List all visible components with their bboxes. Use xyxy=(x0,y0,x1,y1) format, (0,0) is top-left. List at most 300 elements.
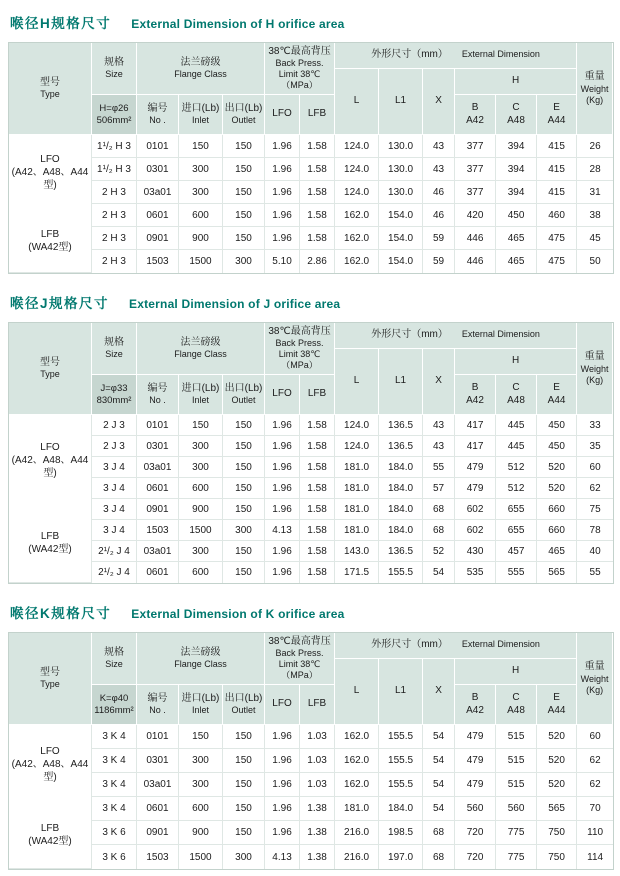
cell-lfb: 1.58 xyxy=(300,478,335,499)
cell-e: 460 xyxy=(537,204,577,227)
col-header-lfo: LFO xyxy=(265,95,300,135)
cell-outlet: 150 xyxy=(223,562,265,583)
cell-lfo: 1.96 xyxy=(265,773,300,797)
b-sub: A42 xyxy=(466,394,484,406)
cell-lfb: 1.03 xyxy=(300,773,335,797)
cell-inlet: 300 xyxy=(179,749,223,773)
cell-weight: 62 xyxy=(577,478,613,499)
cell-no: 03a01 xyxy=(137,541,179,562)
weight-zh: 重量 xyxy=(584,661,605,672)
cell-x: 59 xyxy=(423,250,455,273)
cell-outlet: 300 xyxy=(223,250,265,273)
cell-inlet: 1500 xyxy=(179,250,223,273)
cell-no: 0101 xyxy=(137,135,179,158)
col-header-lfo: LFO xyxy=(265,685,300,725)
type-group-sub: (WA42型) xyxy=(28,544,72,556)
cell-b: 377 xyxy=(455,135,496,158)
cell-lfb: 1.58 xyxy=(300,181,335,204)
cell-x: 68 xyxy=(423,821,455,845)
outlet-zh: 出口(Lb) xyxy=(224,102,263,114)
cell-inlet: 600 xyxy=(179,562,223,583)
cell-c: 515 xyxy=(496,749,537,773)
cell-lfo: 5.10 xyxy=(265,250,300,273)
section-title xyxy=(10,597,612,625)
table-row xyxy=(9,520,613,541)
type-group-label: LFB xyxy=(40,823,60,835)
cell-x: 68 xyxy=(423,845,455,869)
cell-c: 450 xyxy=(496,204,537,227)
section-title xyxy=(10,287,612,315)
table-row xyxy=(9,541,613,562)
cell-weight: 45 xyxy=(577,227,613,250)
type-group-lfo xyxy=(9,153,91,192)
cell-spec: 2 H 3 xyxy=(92,204,137,227)
weight-unit: (Kg) xyxy=(586,684,604,695)
cell-no: 03a01 xyxy=(137,773,179,797)
section-k-orifice xyxy=(8,597,612,870)
cell-weight: 55 xyxy=(577,562,613,583)
cell-outlet: 150 xyxy=(223,158,265,181)
e-sub: A44 xyxy=(547,114,566,126)
cell-spec: 1¹/₂ H 3 xyxy=(92,135,137,158)
cell-spec: 2 H 3 xyxy=(92,181,137,204)
col-header-lfo: LFO xyxy=(265,375,300,415)
cell-weight: 110 xyxy=(577,821,613,845)
cell-e: 415 xyxy=(537,158,577,181)
e-label: E xyxy=(553,382,560,393)
col-header-size-en: Size xyxy=(105,659,123,670)
extdim-zh: 外形尺寸（mm） xyxy=(371,49,448,61)
section-title-zh: 喉径J规格尺寸 xyxy=(10,296,110,311)
cell-lfo: 1.96 xyxy=(265,204,300,227)
cell-e: 750 xyxy=(537,821,577,845)
size-value-line1: J=φ33 xyxy=(100,382,128,394)
c-label: C xyxy=(512,692,520,703)
cell-l1: 198.5 xyxy=(379,821,423,845)
col-header-flange-zh: 法兰磅级 xyxy=(180,56,221,68)
cell-l1: 155.5 xyxy=(379,725,423,749)
c-label: C xyxy=(512,382,520,393)
inlet-zh: 进口(Lb) xyxy=(181,382,220,394)
cell-outlet: 150 xyxy=(223,821,265,845)
cell-weight: 50 xyxy=(577,250,613,273)
col-header-h-group: H xyxy=(455,69,577,95)
extdim-zh: 外形尺寸（mm） xyxy=(371,639,448,651)
cell-lfb: 1.58 xyxy=(300,499,335,520)
table-row xyxy=(9,204,613,227)
cell-lfb: 1.58 xyxy=(300,227,335,250)
cell-c: 465 xyxy=(496,227,537,250)
cell-lfo: 1.96 xyxy=(265,158,300,181)
cell-l1: 154.0 xyxy=(379,250,423,273)
cell-inlet: 300 xyxy=(179,457,223,478)
cell-spec: 2 H 3 xyxy=(92,250,137,273)
col-header-flange-zh: 法兰磅级 xyxy=(180,336,221,348)
b-label: B xyxy=(471,102,479,113)
cell-lfo: 1.96 xyxy=(265,181,300,204)
col-header-type-en: Type xyxy=(40,369,60,380)
type-groups xyxy=(9,726,91,868)
col-header-size-zh: 规格 xyxy=(104,56,124,68)
cell-l: 143.0 xyxy=(335,541,379,562)
section-title-en: External Dimension of K orifice area xyxy=(131,607,345,621)
cell-lfb: 1.58 xyxy=(300,135,335,158)
cell-lfo: 1.96 xyxy=(265,457,300,478)
cell-outlet: 150 xyxy=(223,478,265,499)
cell-c: 394 xyxy=(496,181,537,204)
cell-l1: 155.5 xyxy=(379,562,423,583)
col-header-b xyxy=(455,685,496,725)
cell-l1: 130.0 xyxy=(379,135,423,158)
cell-b: 479 xyxy=(455,773,496,797)
type-group-label: LFB xyxy=(40,228,60,240)
cell-x: 54 xyxy=(423,749,455,773)
backpress-en1: Back Press. xyxy=(275,58,324,69)
b-label: B xyxy=(471,692,479,703)
cell-outlet: 300 xyxy=(223,520,265,541)
cell-b: 417 xyxy=(455,415,496,436)
cell-c: 445 xyxy=(496,415,537,436)
cell-inlet: 300 xyxy=(179,181,223,204)
cell-weight: 78 xyxy=(577,520,613,541)
cell-no: 0301 xyxy=(137,158,179,181)
cell-c: 512 xyxy=(496,478,537,499)
table-row xyxy=(9,749,613,773)
cell-no: 0901 xyxy=(137,821,179,845)
cell-inlet: 600 xyxy=(179,478,223,499)
cell-e: 750 xyxy=(537,845,577,869)
cell-outlet: 150 xyxy=(223,797,265,821)
table-body xyxy=(9,415,613,583)
cell-x: 54 xyxy=(423,562,455,583)
cell-x: 54 xyxy=(423,797,455,821)
table-row xyxy=(9,478,613,499)
col-header-l1: L1 xyxy=(379,69,423,135)
col-header-b xyxy=(455,375,496,415)
cell-l: 216.0 xyxy=(335,845,379,869)
e-label: E xyxy=(553,102,560,113)
cell-weight: 114 xyxy=(577,845,613,869)
cell-weight: 28 xyxy=(577,158,613,181)
cell-lfo: 1.96 xyxy=(265,478,300,499)
size-value-line1: K=φ40 xyxy=(99,692,129,704)
table-row xyxy=(9,135,613,158)
section-title-en: External Dimension of H orifice area xyxy=(131,17,345,31)
cell-x: 54 xyxy=(423,725,455,749)
cell-e: 415 xyxy=(537,135,577,158)
cell-outlet: 150 xyxy=(223,457,265,478)
col-header-no xyxy=(137,685,179,725)
cell-b: 479 xyxy=(455,725,496,749)
cell-l1: 136.5 xyxy=(379,541,423,562)
col-header-inlet xyxy=(179,685,223,725)
cell-no: 1503 xyxy=(137,845,179,869)
cell-e: 465 xyxy=(537,541,577,562)
cell-l: 124.0 xyxy=(335,415,379,436)
weight-en: Weight xyxy=(580,83,609,94)
backpress-zh: 38℃最高背压 xyxy=(268,46,331,58)
cell-lfb: 1.38 xyxy=(300,845,335,869)
extdim-en: External Dimension xyxy=(461,639,540,650)
cell-lfb: 2.86 xyxy=(300,250,335,273)
cell-spec: 3 K 4 xyxy=(92,773,137,797)
cell-no: 0101 xyxy=(137,725,179,749)
cell-lfb: 1.58 xyxy=(300,562,335,583)
no-en: No . xyxy=(149,395,166,406)
backpress-en2: Limit 38℃ xyxy=(278,69,321,80)
inlet-en: Inlet xyxy=(191,705,209,716)
cell-outlet: 150 xyxy=(223,204,265,227)
cell-no: 1503 xyxy=(137,250,179,273)
col-header-inlet xyxy=(179,95,223,135)
dimension-table-h xyxy=(8,42,614,274)
cell-c: 655 xyxy=(496,520,537,541)
weight-unit: (Kg) xyxy=(586,94,604,105)
col-header-size-zh: 规格 xyxy=(104,646,124,658)
col-header-l1: L1 xyxy=(379,659,423,725)
cell-x: 54 xyxy=(423,773,455,797)
col-header-type xyxy=(9,323,92,415)
col-header-type-zh: 型号 xyxy=(40,666,60,678)
cell-spec: 3 K 6 xyxy=(92,821,137,845)
cell-weight: 75 xyxy=(577,499,613,520)
col-header-size xyxy=(92,633,137,685)
cell-e: 660 xyxy=(537,499,577,520)
cell-outlet: 150 xyxy=(223,725,265,749)
weight-zh: 重量 xyxy=(584,71,605,82)
col-header-outlet xyxy=(223,685,265,725)
col-header-h-group: H xyxy=(455,659,577,685)
cell-b: 535 xyxy=(455,562,496,583)
cell-outlet: 150 xyxy=(223,773,265,797)
e-label: E xyxy=(553,692,560,703)
c-sub: A48 xyxy=(507,704,525,716)
cell-outlet: 150 xyxy=(223,749,265,773)
cell-l: 124.0 xyxy=(335,181,379,204)
cell-lfo: 1.96 xyxy=(265,541,300,562)
cell-e: 520 xyxy=(537,478,577,499)
cell-outlet: 150 xyxy=(223,499,265,520)
type-group-sub: (A42、A48、A44型) xyxy=(11,454,89,479)
cell-inlet: 1500 xyxy=(179,520,223,541)
cell-l: 171.5 xyxy=(335,562,379,583)
no-en: No . xyxy=(149,705,166,716)
cell-no: 0301 xyxy=(137,749,179,773)
cell-c: 465 xyxy=(496,250,537,273)
size-value-cell xyxy=(92,95,137,135)
weight-unit: (Kg) xyxy=(586,374,604,385)
cell-spec: 2¹/₂ J 4 xyxy=(92,562,137,583)
cell-inlet: 150 xyxy=(179,725,223,749)
type-groups xyxy=(9,136,91,272)
cell-lfo: 1.96 xyxy=(265,499,300,520)
cell-inlet: 300 xyxy=(179,158,223,181)
backpress-en2: Limit 38℃ xyxy=(278,349,321,360)
col-header-lfb: LFB xyxy=(300,685,335,725)
cell-e: 415 xyxy=(537,181,577,204)
table-header xyxy=(9,633,613,725)
type-group-cell xyxy=(9,135,92,273)
cell-l1: 184.0 xyxy=(379,478,423,499)
section-title-en: External Dimension of J orifice area xyxy=(129,297,341,311)
col-header-size-zh: 规格 xyxy=(104,336,124,348)
cell-l: 124.0 xyxy=(335,436,379,457)
cell-spec: 2¹/₂ J 4 xyxy=(92,541,137,562)
col-header-x: X xyxy=(423,349,455,415)
cell-l: 124.0 xyxy=(335,135,379,158)
type-group-cell xyxy=(9,415,92,583)
col-header-weight xyxy=(577,633,613,725)
weight-zh: 重量 xyxy=(584,351,605,362)
cell-weight: 60 xyxy=(577,725,613,749)
b-sub: A42 xyxy=(466,704,484,716)
outlet-en: Outlet xyxy=(231,395,256,406)
cell-l1: 130.0 xyxy=(379,158,423,181)
size-value-line2: 830mm² xyxy=(96,394,132,406)
cell-l: 162.0 xyxy=(335,749,379,773)
cell-b: 602 xyxy=(455,499,496,520)
weight-en: Weight xyxy=(580,673,609,684)
cell-b: 446 xyxy=(455,250,496,273)
size-value-cell xyxy=(92,375,137,415)
weight-en: Weight xyxy=(580,363,609,374)
col-header-flange-class xyxy=(137,43,265,95)
cell-l1: 130.0 xyxy=(379,181,423,204)
section-title xyxy=(10,7,612,35)
cell-l1: 197.0 xyxy=(379,845,423,869)
cell-e: 565 xyxy=(537,797,577,821)
cell-spec: 2 H 3 xyxy=(92,227,137,250)
cell-inlet: 150 xyxy=(179,135,223,158)
table-row xyxy=(9,158,613,181)
cell-e: 520 xyxy=(537,773,577,797)
cell-spec: 3 J 4 xyxy=(92,478,137,499)
backpress-unit: （MPa） xyxy=(281,79,318,90)
cell-x: 68 xyxy=(423,520,455,541)
cell-l: 181.0 xyxy=(335,499,379,520)
cell-inlet: 300 xyxy=(179,773,223,797)
cell-b: 602 xyxy=(455,520,496,541)
table-header xyxy=(9,43,613,135)
col-header-l: L xyxy=(335,659,379,725)
col-header-outlet xyxy=(223,95,265,135)
dimension-table-j xyxy=(8,322,614,584)
inlet-en: Inlet xyxy=(191,395,209,406)
table-row xyxy=(9,436,613,457)
outlet-en: Outlet xyxy=(231,115,256,126)
cell-x: 46 xyxy=(423,204,455,227)
cell-l1: 154.0 xyxy=(379,227,423,250)
cell-outlet: 150 xyxy=(223,227,265,250)
cell-no: 0901 xyxy=(137,499,179,520)
cell-l1: 136.5 xyxy=(379,415,423,436)
cell-e: 450 xyxy=(537,436,577,457)
section-title-zh: 喉径H规格尺寸 xyxy=(10,16,112,31)
cell-l: 162.0 xyxy=(335,227,379,250)
table-row xyxy=(9,845,613,869)
cell-lfb: 1.38 xyxy=(300,797,335,821)
e-sub: A44 xyxy=(547,704,566,716)
col-header-size xyxy=(92,43,137,95)
col-header-flange-zh: 法兰磅级 xyxy=(180,646,221,658)
col-header-e xyxy=(537,685,577,725)
cell-no: 0101 xyxy=(137,415,179,436)
inlet-en: Inlet xyxy=(191,115,209,126)
col-header-type-en: Type xyxy=(40,89,60,100)
extdim-zh: 外形尺寸（mm） xyxy=(371,329,448,341)
col-header-l1: L1 xyxy=(379,349,423,415)
cell-e: 565 xyxy=(537,562,577,583)
table-body xyxy=(9,725,613,869)
cell-l1: 155.5 xyxy=(379,749,423,773)
backpress-en1: Back Press. xyxy=(275,338,324,349)
inlet-zh: 进口(Lb) xyxy=(181,102,220,114)
cell-c: 655 xyxy=(496,499,537,520)
cell-spec: 2 J 3 xyxy=(92,415,137,436)
cell-spec: 1¹/₂ H 3 xyxy=(92,158,137,181)
cell-inlet: 900 xyxy=(179,499,223,520)
backpress-unit: （MPa） xyxy=(281,359,318,370)
cell-lfb: 1.58 xyxy=(300,415,335,436)
cell-x: 55 xyxy=(423,457,455,478)
col-header-size xyxy=(92,323,137,375)
col-header-type-en: Type xyxy=(40,679,60,690)
type-group-label: LFO xyxy=(40,441,60,453)
table-row xyxy=(9,725,613,749)
cell-b: 560 xyxy=(455,797,496,821)
cell-b: 417 xyxy=(455,436,496,457)
cell-no: 0601 xyxy=(137,797,179,821)
cell-l: 124.0 xyxy=(335,158,379,181)
cell-b: 446 xyxy=(455,227,496,250)
col-header-h-group: H xyxy=(455,349,577,375)
cell-lfo: 1.96 xyxy=(265,749,300,773)
col-header-inlet xyxy=(179,375,223,415)
col-header-c xyxy=(496,375,537,415)
col-header-e xyxy=(537,95,577,135)
cell-x: 52 xyxy=(423,541,455,562)
size-value-cell xyxy=(92,685,137,725)
cell-c: 775 xyxy=(496,845,537,869)
cell-e: 520 xyxy=(537,457,577,478)
cell-outlet: 150 xyxy=(223,135,265,158)
cell-lfo: 1.96 xyxy=(265,436,300,457)
cell-lfo: 4.13 xyxy=(265,520,300,541)
section-title-zh: 喉径K规格尺寸 xyxy=(10,606,112,621)
b-sub: A42 xyxy=(466,114,484,126)
table-body xyxy=(9,135,613,273)
cell-x: 43 xyxy=(423,158,455,181)
cell-lfb: 1.58 xyxy=(300,436,335,457)
cell-outlet: 300 xyxy=(223,845,265,869)
dimension-table-k xyxy=(8,632,614,870)
type-group-lfb xyxy=(28,530,72,556)
col-header-size-en: Size xyxy=(105,69,123,80)
cell-c: 394 xyxy=(496,158,537,181)
cell-l: 162.0 xyxy=(335,250,379,273)
col-header-flange-en: Flange Class xyxy=(174,69,227,80)
col-header-outlet xyxy=(223,375,265,415)
cell-b: 720 xyxy=(455,821,496,845)
cell-lfo: 1.96 xyxy=(265,821,300,845)
table-row xyxy=(9,773,613,797)
cell-spec: 3 J 4 xyxy=(92,457,137,478)
type-group-lfb xyxy=(28,228,72,254)
backpress-zh: 38℃最高背压 xyxy=(268,636,331,648)
cell-inlet: 1500 xyxy=(179,845,223,869)
cell-inlet: 600 xyxy=(179,797,223,821)
table-row xyxy=(9,457,613,478)
